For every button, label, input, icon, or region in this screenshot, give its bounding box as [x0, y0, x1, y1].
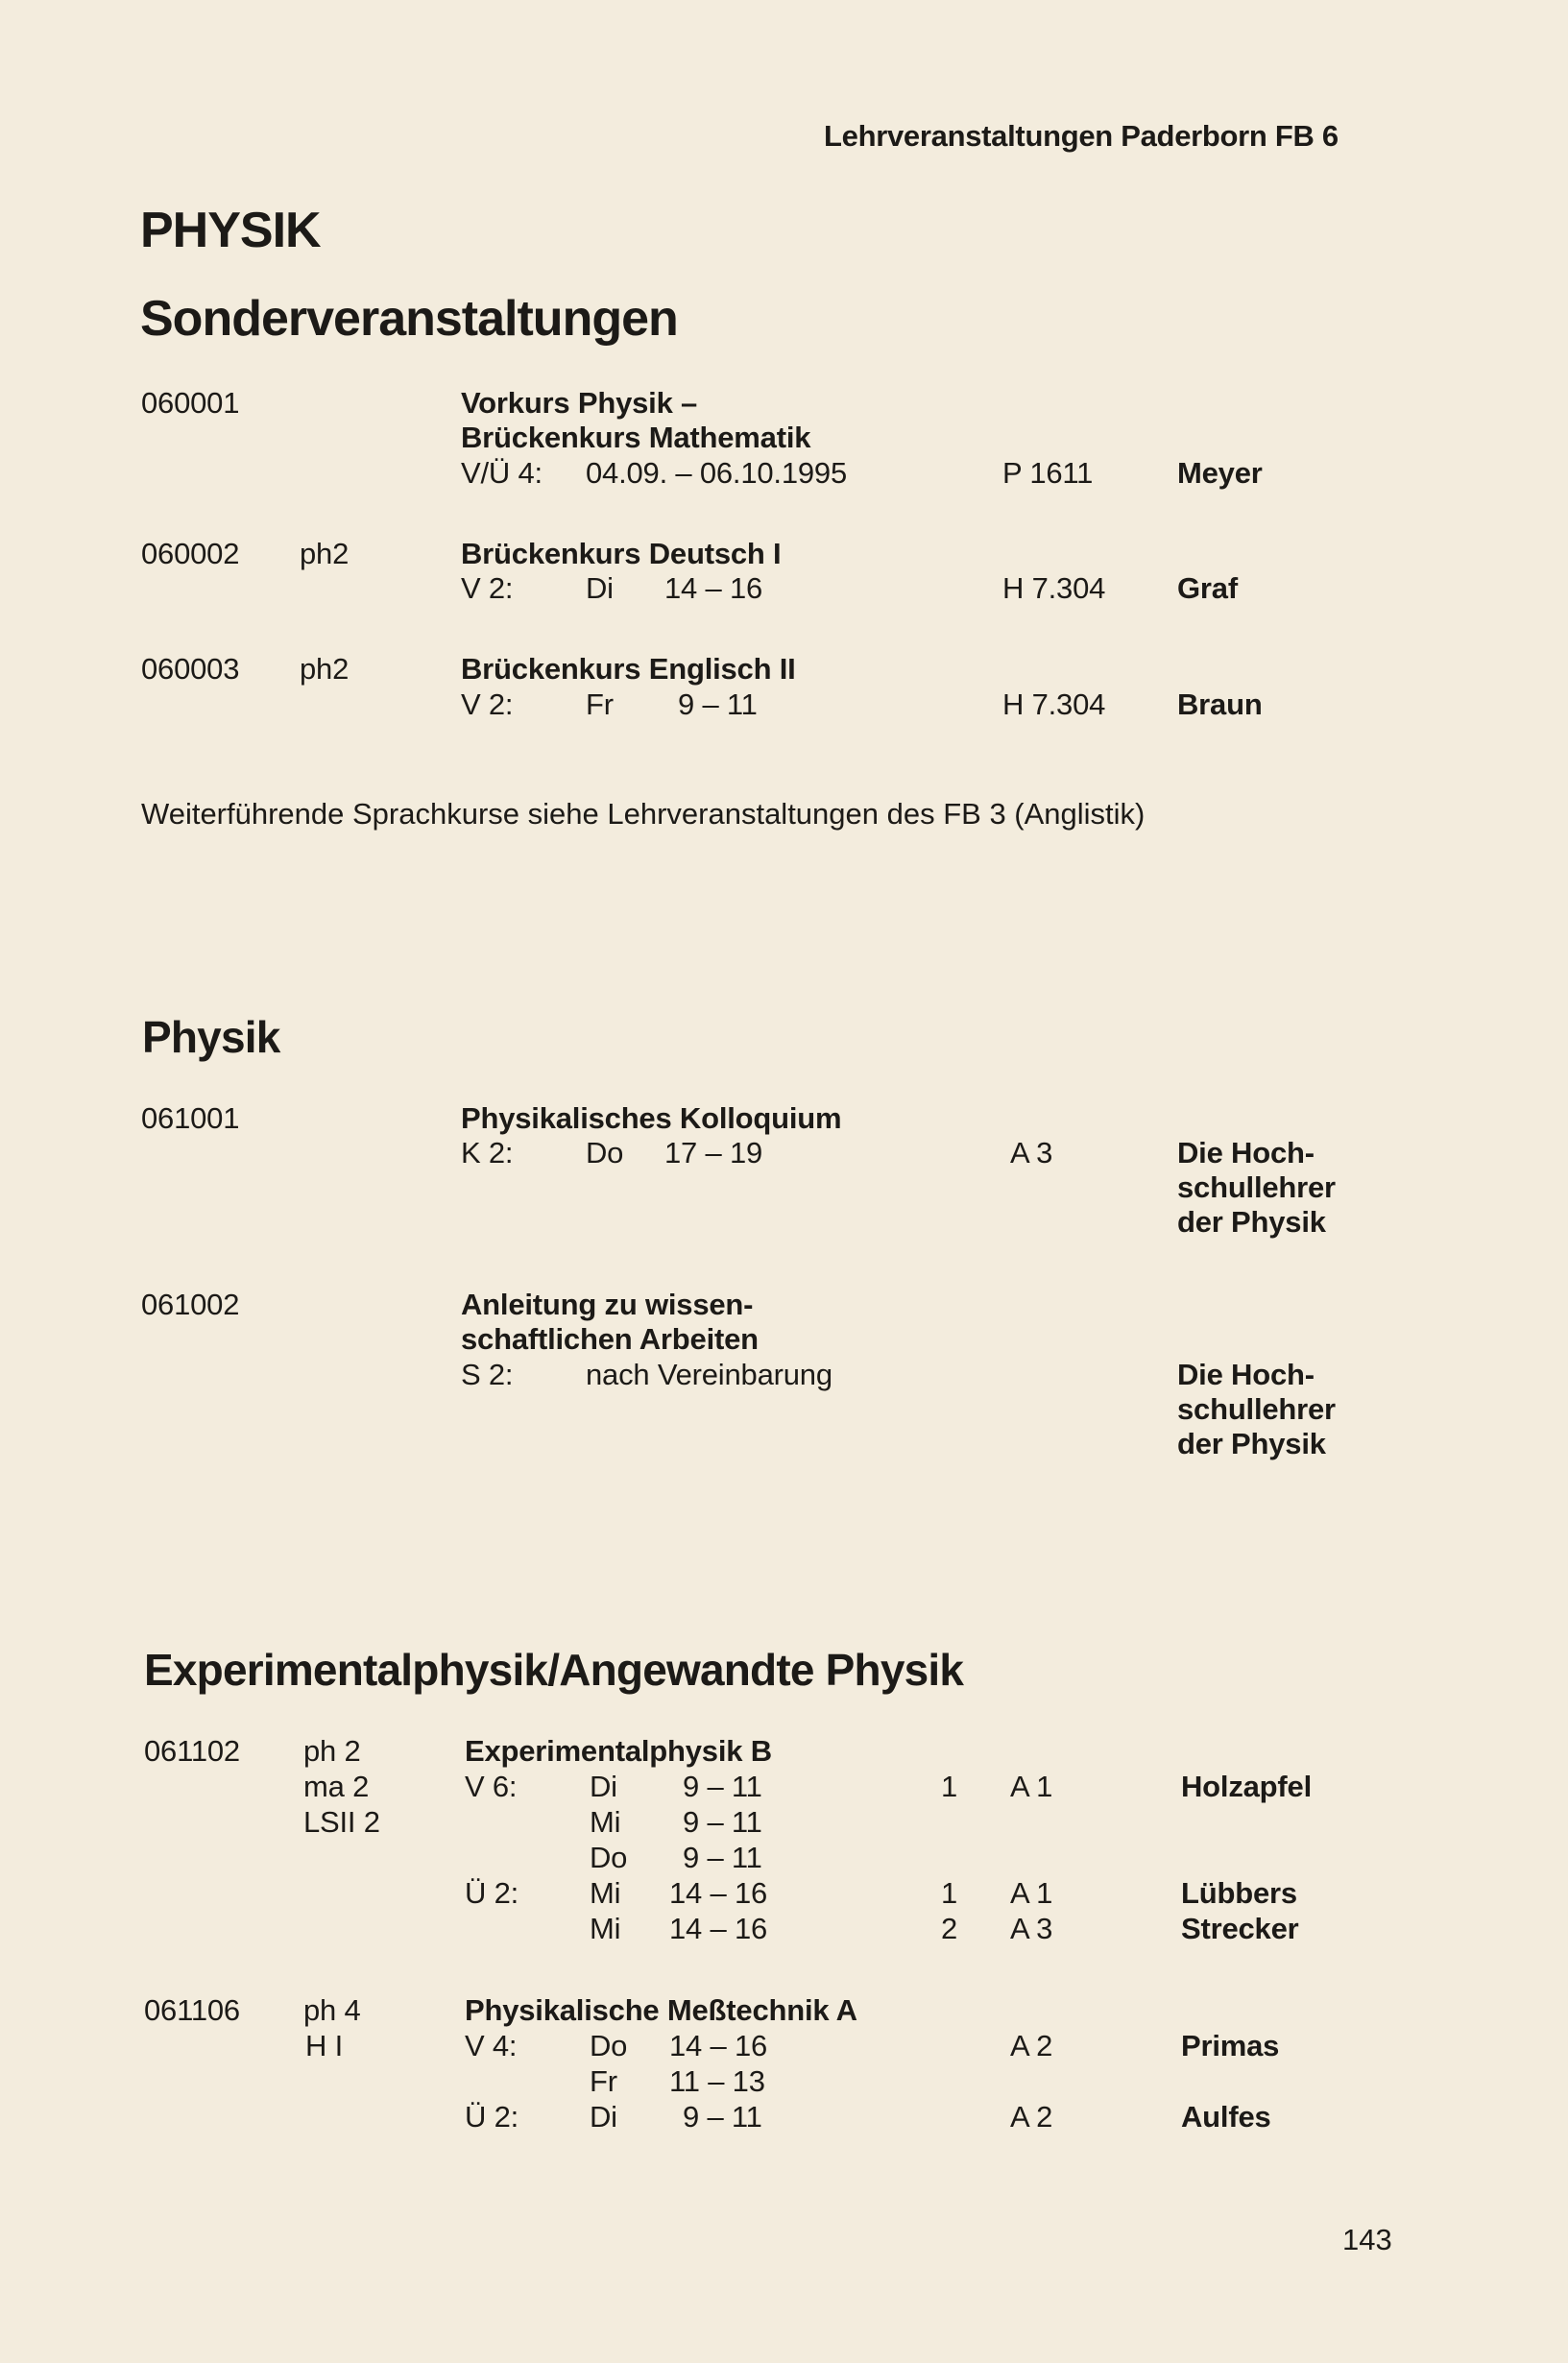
session-time: 9 – 11 — [683, 1770, 762, 1803]
instructor: Die Hoch- — [1177, 1358, 1315, 1391]
session-time: 9 – 11 — [683, 2100, 762, 2134]
session-day: Do — [590, 1841, 628, 1874]
course-code: LSII 2 — [303, 1805, 380, 1839]
course-title-line: schaftlichen Arbeiten — [461, 1322, 759, 1356]
session-day: Mi — [590, 1805, 621, 1839]
session-room: A 3 — [1010, 1912, 1053, 1945]
session-room: P 1611 — [1002, 456, 1094, 490]
instructor: Lübbers — [1181, 1876, 1297, 1910]
course-code: ph 4 — [303, 1993, 361, 2027]
session-dates: 04.09. – 06.10.1995 — [586, 456, 848, 490]
course-code: H I — [305, 2029, 344, 2062]
session-room: H 7.304 — [1002, 571, 1106, 605]
course-number: 060001 — [141, 386, 240, 420]
session-schedule: nach Vereinbarung — [586, 1358, 832, 1391]
session-time: 9 – 11 — [678, 687, 758, 721]
instructor: Holzapfel — [1181, 1770, 1312, 1803]
course-number: 060002 — [141, 537, 240, 570]
section-heading-physik: Physik — [142, 1012, 280, 1062]
course-title: Brückenkurs Deutsch I — [461, 537, 782, 570]
session-group: 2 — [941, 1912, 958, 1945]
course-number: 060003 — [141, 652, 240, 686]
running-head: Lehrveranstaltungen Paderborn FB 6 — [824, 119, 1339, 153]
session-room: A 2 — [1010, 2100, 1053, 2134]
language-course-note: Weiterführende Sprachkurse siehe Lehrveranstaltungen des FB 3 (Anglistik) — [141, 797, 1146, 831]
course-title-line: Brückenkurs Mathematik — [461, 421, 811, 454]
session-time: 14 – 16 — [664, 571, 763, 605]
course-code: ma 2 — [303, 1770, 370, 1803]
instructor-line: der Physik — [1177, 1427, 1326, 1460]
instructor-line: schullehrer — [1177, 1170, 1336, 1204]
session-day: Fr — [590, 2064, 617, 2098]
session-room: H 7.304 — [1002, 687, 1106, 721]
session-room: A 3 — [1010, 1136, 1053, 1169]
section-heading-sonderveranstaltungen: Sonderveranstaltungen — [140, 291, 678, 347]
session-day: Mi — [590, 1912, 621, 1945]
instructor: Aulfes — [1181, 2100, 1271, 2134]
session-room: A 1 — [1010, 1876, 1053, 1910]
instructor: Braun — [1177, 687, 1263, 721]
session-type: S 2: — [461, 1358, 514, 1391]
session-time: 14 – 16 — [669, 1912, 768, 1945]
course-number: 061002 — [141, 1288, 240, 1321]
course-title: Vorkurs Physik – — [461, 386, 698, 420]
session-group: 1 — [941, 1770, 958, 1803]
session-type: Ü 2: — [465, 2100, 519, 2134]
page-title: PHYSIK — [140, 203, 321, 258]
course-title: Brückenkurs Englisch II — [461, 652, 796, 686]
course-title: Physikalische Meßtechnik A — [465, 1993, 857, 2027]
section-heading-experimentalphysik: Experimentalphysik/Angewandte Physik — [144, 1645, 964, 1695]
session-time: 14 – 16 — [669, 1876, 768, 1910]
course-code: ph2 — [300, 652, 350, 686]
instructor: Graf — [1177, 571, 1238, 605]
course-number: 061102 — [144, 1734, 240, 1768]
instructor: Meyer — [1177, 456, 1263, 490]
session-time: 17 – 19 — [664, 1136, 763, 1169]
session-type: V 2: — [461, 571, 514, 605]
session-time: 9 – 11 — [683, 1841, 762, 1874]
instructor-line: der Physik — [1177, 1205, 1326, 1239]
session-day: Di — [586, 571, 614, 605]
page-number: 143 — [1342, 2223, 1392, 2256]
session-day: Di — [590, 2100, 617, 2134]
course-code: ph2 — [300, 537, 350, 570]
session-group: 1 — [941, 1876, 958, 1910]
session-type: V/Ü 4: — [461, 456, 543, 490]
session-day: Mi — [590, 1876, 621, 1910]
instructor: Primas — [1181, 2029, 1280, 2062]
session-day: Fr — [586, 687, 614, 721]
session-type: Ü 2: — [465, 1876, 519, 1910]
session-day: Do — [586, 1136, 624, 1169]
session-room: A 2 — [1010, 2029, 1053, 2062]
session-type: V 2: — [461, 687, 514, 721]
session-time: 9 – 11 — [683, 1805, 762, 1839]
course-number: 061106 — [144, 1993, 240, 2027]
session-day: Di — [590, 1770, 617, 1803]
instructor: Strecker — [1181, 1912, 1299, 1945]
course-title: Physikalisches Kolloquium — [461, 1101, 842, 1135]
session-type: V 4: — [465, 2029, 518, 2062]
course-code: ph 2 — [303, 1734, 361, 1768]
course-number: 061001 — [141, 1101, 240, 1135]
session-time: 11 – 13 — [669, 2064, 765, 2098]
session-room: A 1 — [1010, 1770, 1053, 1803]
course-title: Anleitung zu wissen- — [461, 1288, 754, 1321]
session-time: 14 – 16 — [669, 2029, 768, 2062]
course-title: Experimentalphysik B — [465, 1734, 772, 1768]
session-type: K 2: — [461, 1136, 514, 1169]
instructor: Die Hoch- — [1177, 1136, 1315, 1169]
instructor-line: schullehrer — [1177, 1392, 1336, 1426]
session-day: Do — [590, 2029, 628, 2062]
session-type: V 6: — [465, 1770, 518, 1803]
